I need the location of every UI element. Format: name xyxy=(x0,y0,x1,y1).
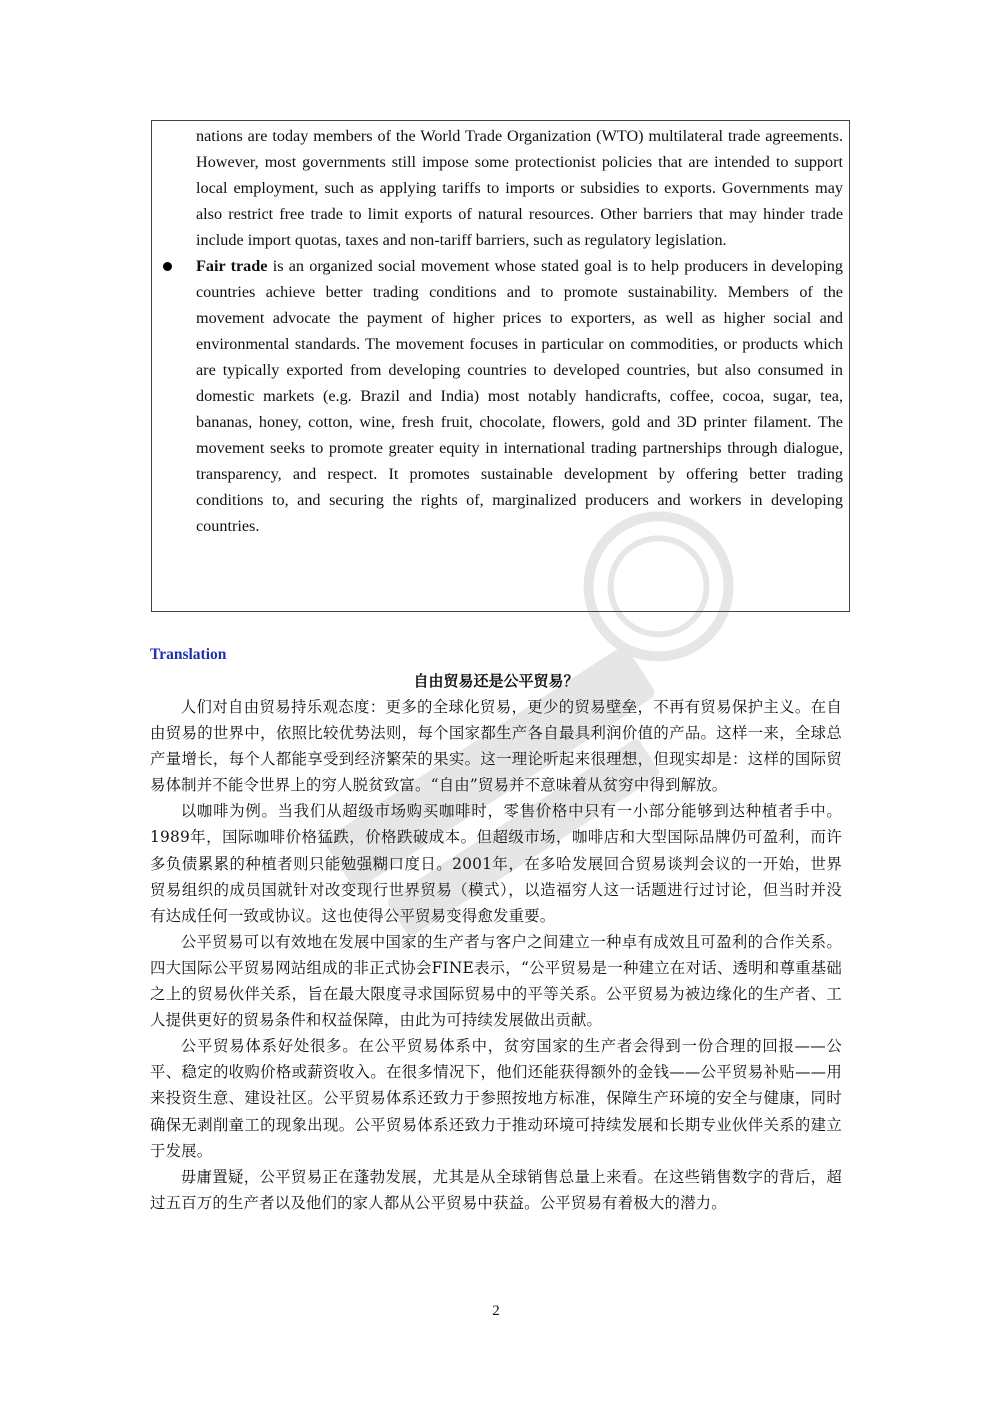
translation-paragraph: 毋庸置疑，公平贸易正在蓬勃发展，尤其是从全球销售总量上来看。在这些销售数字的背后，超过五百万的生产者以及他们的家人都从公平贸易中获益。公平贸易有着极大的潜力。 xyxy=(150,1167,842,1212)
translation-paragraph: 人们对自由贸易持乐观态度：更多的全球化贸易，更少的贸易壁垒，不再有贸易保护主义。在自由贸易的世界中，依照比较优势法则，每个国家都生产各自最具利润价值的产品。这样一来，全球总产量增长，每个人都能享受到经济繁荣的果实。这一理论听起来很理想，但现实却是：这样的国际贸易体制并不能令世界上的穷人脱贫致富。“自由”贸易并不意味着从贫穷中得到解放。 xyxy=(150,698,842,795)
translation-paragraph: 以咖啡为例。当我们从超级市场购买咖啡时，零售价格中只有一小部分能够到达种植者手中。1989年，国际咖啡价格猛跌，价格跌破成本。但超级市场，咖啡店和大型国际品牌仍可盈利，而许多负债累累的种植者则只能勉强糊口度日。2001年，在多哈发展回合贸易谈判会议的一开始，世界贸易组织的成员国就针对改变现行世界贸易（模式），以造福穷人这一话题进行过讨论，但当时并没有达成任何一致或协议。这也使得公平贸易变得愈发重要。 xyxy=(150,802,842,925)
fair-trade-term: Fair trade xyxy=(196,257,268,275)
fair-trade-bullet xyxy=(196,253,843,539)
page-number: 2 xyxy=(492,1303,500,1319)
translation-body xyxy=(150,694,842,1216)
bullet-dot-icon xyxy=(163,262,172,271)
fair-trade-text: is an organized social movement whose stated goal is to help producers in developing countries achieve better trading conditions and to promote sustainability. Members of the movement advocate the payment of higher prices to exporters, as well as higher social and environmental standards. The movement focuses in particular on commodities, or products which are typically exported from developing countries to developed countries, but also consumed in domestic markets (e.g. Brazil and India) most notably handicrafts, coffee, cocoa, sugar, tea, bananas, honey, cotton, wine, fresh fruit, chocolate, flowers, gold and 3D printer filament. The movement seeks to promote greater equity in international trading partnerships through dialogue, transparency, and respect. It promotes sustainable development by offering better trading conditions to, and securing the rights of, marginalized producers and workers in developing countries. xyxy=(196,257,843,535)
translation-paragraph: 公平贸易体系好处很多。在公平贸易体系中，贫穷国家的生产者会得到一份合理的回报——公平、稳定的收购价格或薪资收入。在很多情况下，他们还能获得额外的金钱——公平贸易补贴——用来投资生意、建设社区。公平贸易体系还致力于参照按地方标准，保障生产环境的安全与健康，同时确保无剥削童工的现象出现。公平贸易体系还致力于推动环境可持续发展和长期专业伙伴关系的建立于发展。 xyxy=(150,1037,842,1160)
fair-trade-paragraph xyxy=(196,253,843,539)
continuation-paragraph: nations are today members of the World Trade Organization (WTO) multilateral trade agreements. However, most governments still impose some protectionist policies that are intended to support local employment, such as applying tariffs to imports or subsidies to exports. Governments may also restrict free trade to limit exports of natural resources. Other barriers that may hinder trade include import quotas, taxes and non-tariff barriers, such as regulatory legislation. xyxy=(196,127,843,249)
translation-paragraph: 公平贸易可以有效地在发展中国家的生产者与客户之间建立一种卓有成效且可盈利的合作关系。四大国际公平贸易网站组成的非正式协会FINE表示，“公平贸易是一种建立在对话、透明和尊重基础之上的贸易伙伴关系，旨在最大限度寻求国际贸易中的平等关系。公平贸易为被边缘化的生产者、工人提供更好的贸易条件和权益保障，由此为可持续发展做出贡献。 xyxy=(150,932,842,1030)
translation-heading: Translation xyxy=(150,646,227,663)
english-text-box xyxy=(151,120,850,612)
translation-title: 自由贸易还是公平贸易？ xyxy=(413,672,579,690)
box-content xyxy=(196,123,843,539)
